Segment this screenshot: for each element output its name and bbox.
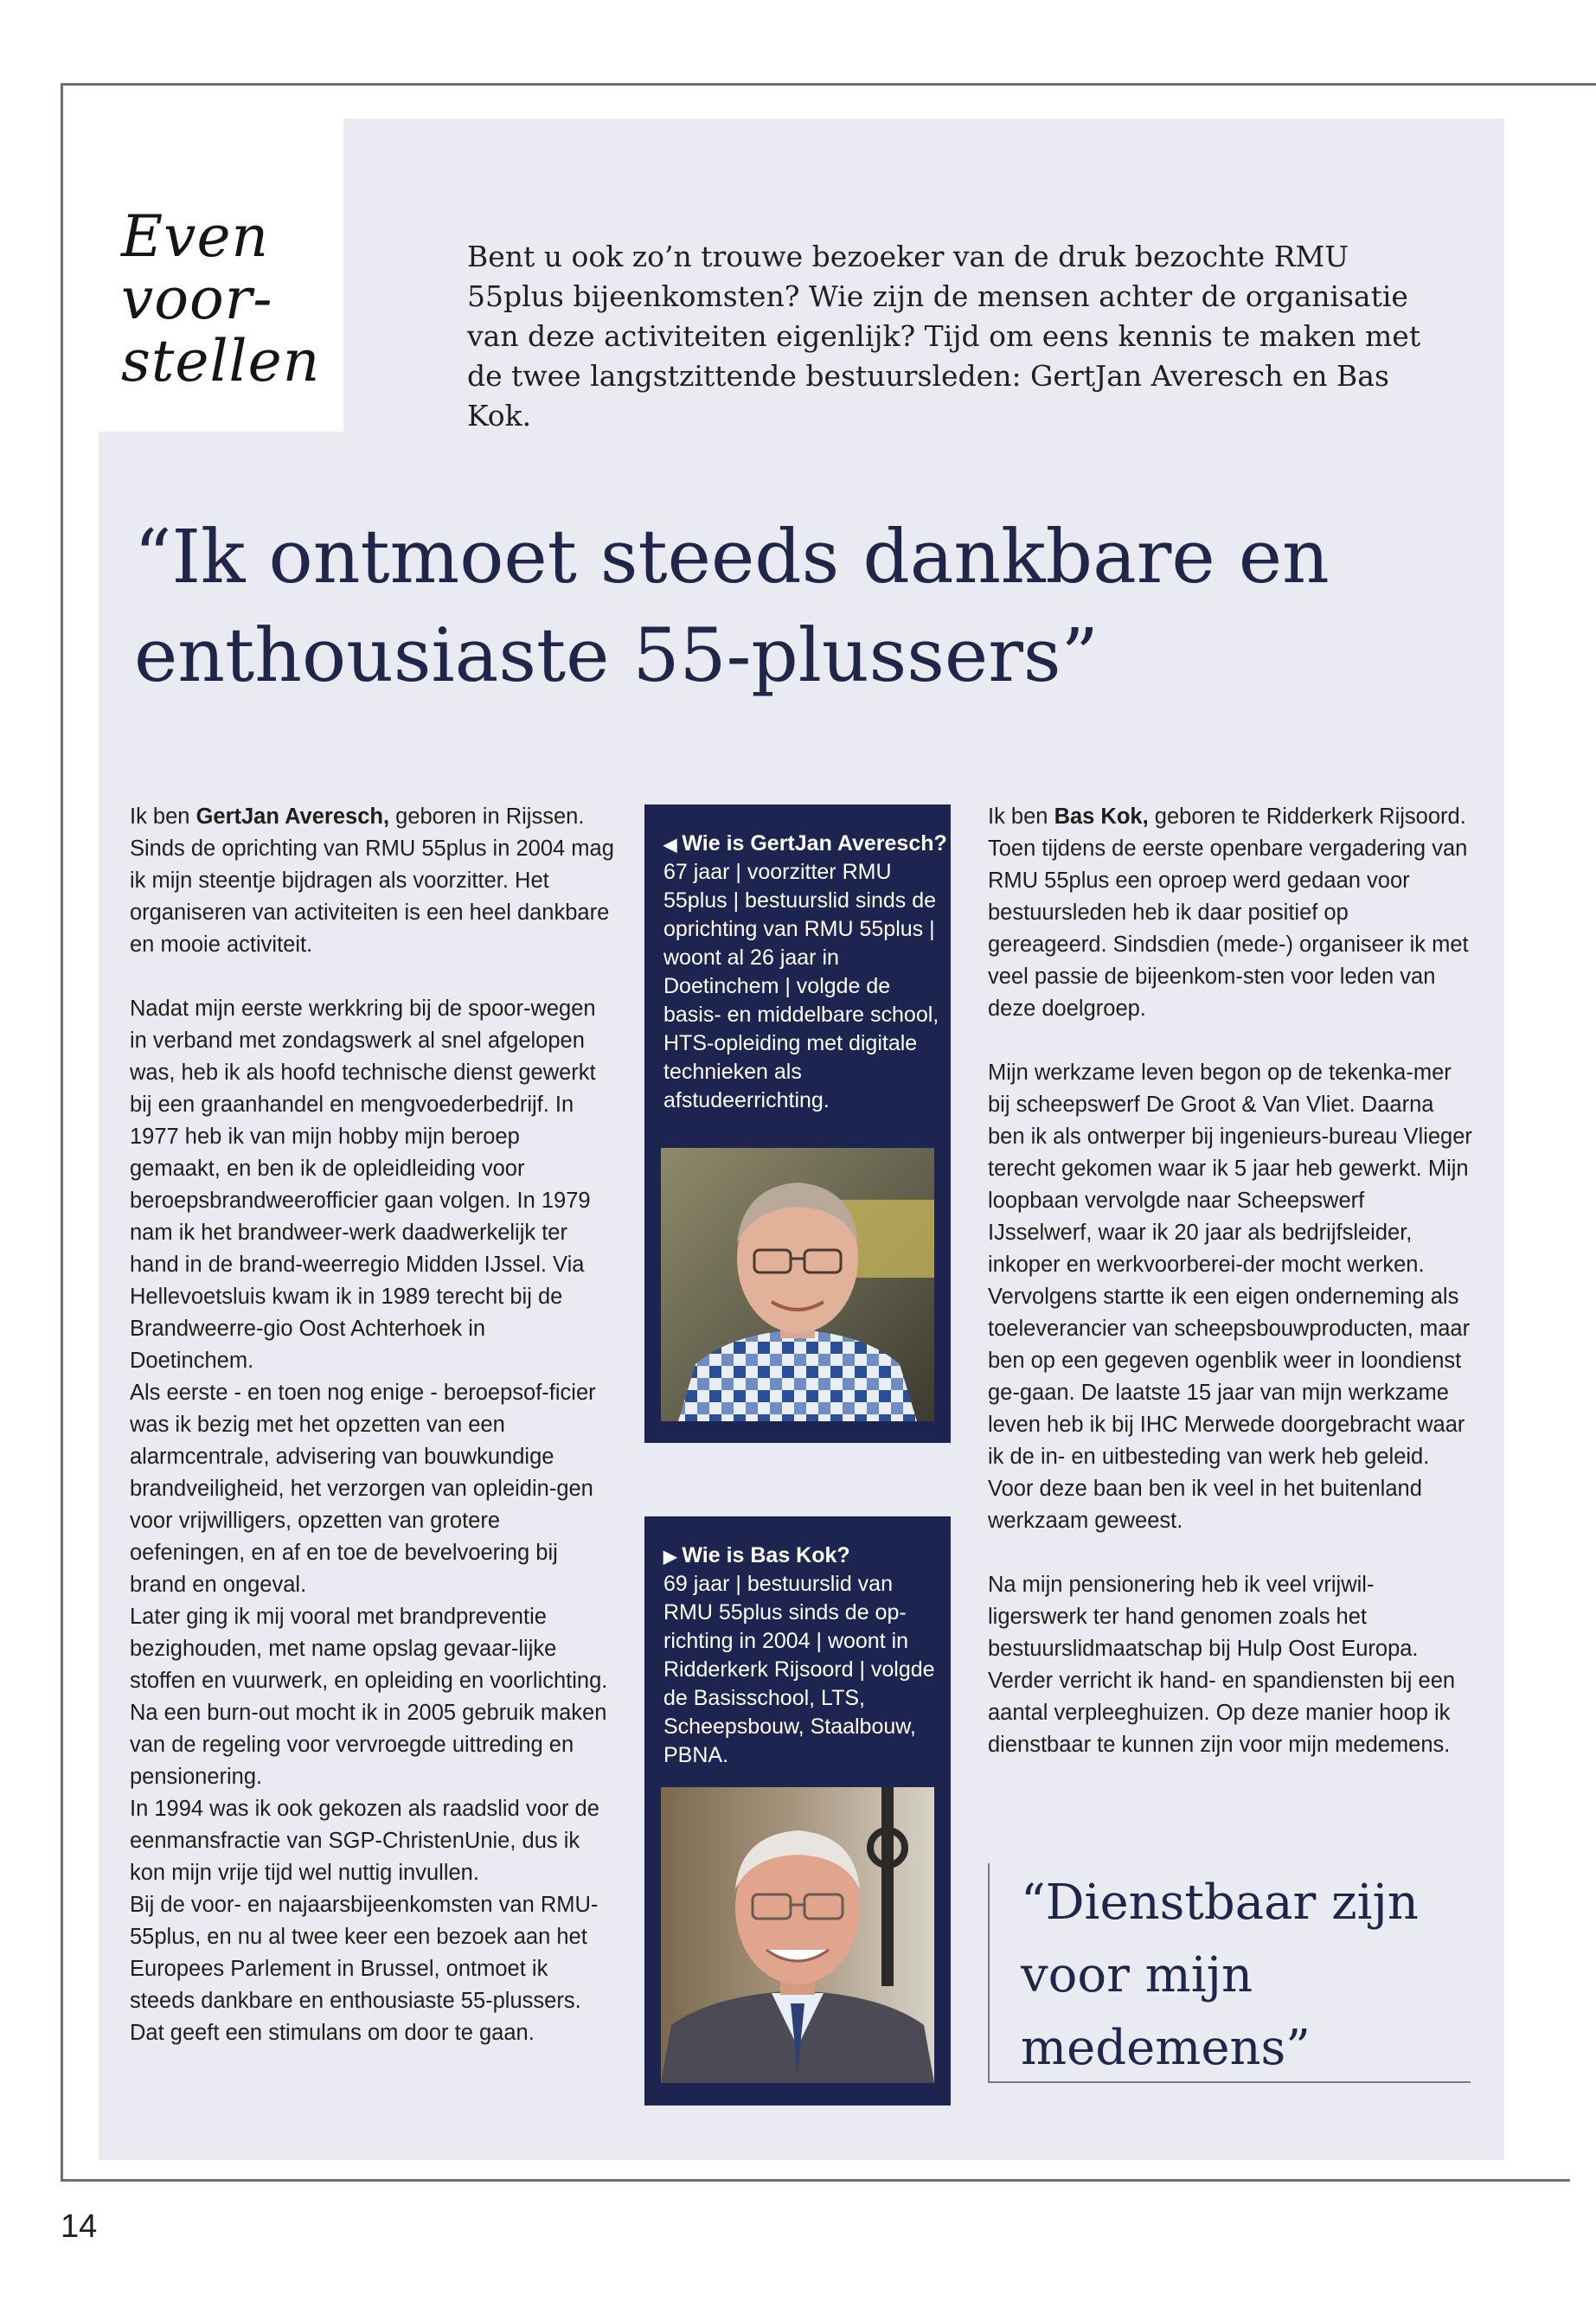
pull-quote-text: “Dienstbaar zijn voor mijn medemens” [1021, 1875, 1419, 2076]
paragraph [130, 801, 614, 961]
paragraph: Mijn werkzame leven begon op de tekenka-mer bij scheepswerf De Groot & Van Vliet. Daarna ben ik als ontwerper bij ingenieurs-bureau Vlieger terecht gekomen waar ik 5 jaar heb gewerkt. Mijn loopbaan vervolgde naar Scheepswerf IJsselwerf, waar ik 20 jaar als bedrijfsleider, inkoper en werkvoorberei-der mocht werken. Vervolgens startte ik een eigen onderneming als toeleverancier van scheepsbouwproducten, maar ben op een gegeven ogenblik weer in loondienst ge-gaan. De laatste 15 jaar van mijn werkzame leven heb ik bij IHC Merwede doorgebracht waar ik de in- en uitbesteding van werk heb geleid. Voor deze baan ben ik veel in het buitenland werkzaam geweest. [988, 1061, 1472, 1533]
paragraph: In 1994 was ik ook gekozen als raadslid voor de eenmansfractie van SGP-ChristenUnie, dus ik kon mijn vrije tijd wel nuttig invullen. [130, 1797, 599, 1885]
kicker-line: voor- [121, 266, 273, 332]
paragraph: Later ging ik mij vooral met brandpreventie bezighouden, met name opslag gevaar-lijke stoffen en vuurwerk, en opleiding en voorlichting. Na een burn-out mocht ik in 2005 gebruik maken van de regeling voor vervroegde uittreding en pensionering. [130, 1605, 608, 1789]
infobox-gertjan [644, 804, 951, 1443]
kicker-line: Even [121, 203, 270, 270]
infobox-bas [644, 1516, 951, 2106]
intro-text: Bent u ook zo’n trouwe bezoeker van de druk bezochte RMU 55plus bijeenkomsten? Wie zijn de mensen achter de organisatie van deze activiteiten eigenlijk? Tijd om eens kennis te maken met de twee langstzittende bestuursleden: GertJan Averesch en Bas Kok. [467, 240, 1421, 433]
kicker-line: stellen [121, 328, 321, 394]
person-name: Bas Kok, [1054, 804, 1149, 829]
infobox-text: 69 jaar | bestuurslid van RMU 55plus sinds de op-richting in 2004 | woont in Ridderkerk Rijsoord | volgde de Basisschool, LTS, Scheepsbouw, Staalbouw, PBNA. [663, 1572, 935, 1767]
infobox-title [663, 829, 947, 860]
person-name: GertJan Averesch, [195, 804, 390, 829]
article-headline: “Ik ontmoet steeds dankbare en enthousiaste 55-plussers” [134, 515, 1330, 699]
frame-top-rule [61, 83, 1596, 86]
infobox-title-text: Wie is Bas Kok? [682, 1543, 850, 1567]
page-number: 14 [61, 2208, 98, 2245]
infobox-title [663, 1541, 850, 1572]
arrow-right-icon: ▶ [663, 1548, 677, 1567]
right-column [988, 801, 1472, 1761]
section-kicker [121, 203, 329, 394]
paragraph-lead: Ik ben [988, 804, 1054, 829]
pull-quote [988, 1863, 1471, 2083]
infobox-title-text: Wie is GertJan Averesch? [682, 831, 947, 856]
frame-left-rule [61, 83, 63, 2181]
portrait-photo-gertjan [661, 1148, 934, 1421]
paragraph [988, 801, 1472, 1025]
infobox-text: 67 jaar | voorzitter RMU 55plus | bestuurslid sinds de oprichting van RMU 55plus | woont al 26 jaar in Doetinchem | volgde de basis- en middelbare school, HTS-opleiding met digitale technieken als afstudeerrichting. [663, 860, 939, 1112]
paragraph: Bij de voor- en najaarsbijeenkomsten van RMU-55plus, en nu al twee keer een bezoek aan het Europees Parlement in Brussel, ontmoet ik steeds dankbare en enthousiaste 55-plussers. Dat geeft een stimulans om door te gaan. [130, 1893, 599, 2045]
paragraph: Nadat mijn eerste werkkring bij de spoor-wegen in verband met zondagswerk al snel afgelopen was, heb ik als hoofd technische dienst gewerkt bij een graanhandel en mengvoederbedrijf. In 1977 heb ik van mijn hobby mijn beroep gemaakt, en ben ik de opleidleiding voor beroepsbrandweerofficier gaan volgen. In 1979 nam ik het brandweer-werk daadwerkelijk ter hand in de brand-weerregio Midden IJssel. Via Hellevoetsluis kwam ik in 1989 terecht bij de Brandweerre-gio Oost Achterhoek in Doetinchem. [130, 997, 596, 1373]
arrow-left-icon: ◀ [663, 836, 677, 855]
paragraph: Als eerste - en toen nog enige - beroepsof-ficier was ik bezig met het opzetten van een alarmcentrale, advisering van bouwkundige brandveiligheid, het verzorgen van opleidin-gen voor vrijwilligers, opzetten van grotere oefeningen, en af en toe de bevelvoering bij brand en ongeval. [130, 1381, 596, 1597]
frame-bottom-rule [61, 2179, 1570, 2182]
paragraph: Na mijn pensionering heb ik veel vrijwil-ligerswerk ter hand genomen zoals het bestuurslidmaatschap bij Hulp Oost Europa. Verder verricht ik hand- en spandiensten bij een aantal verpleeghuizen. Op deze manier hoop ik dienstbaar te kunnen zijn voor mijn medemens. [988, 1573, 1456, 1757]
paragraph-lead: Ik ben [130, 804, 196, 829]
paragraph-rest: geboren in Rijssen. Sinds de oprichting van RMU 55plus in 2004 mag ik mijn steentje bijdragen als voorzitter. Het organiseren van activiteiten is een heel dankbare en mooie activiteit. [130, 804, 614, 957]
left-column [130, 801, 614, 2049]
portrait-photo-bas [661, 1787, 934, 2083]
paragraph-rest: geboren te Ridderkerk Rijsoord. Toen tijdens de eerste openbare vergadering van RMU 55plus een oproep werd gedaan voor bestuursleden heb ik daar positief op gereageerd. Sindsdien (mede-) organiseer ik met veel passie de bijeenkom-sten voor leden van deze doelgroep. [988, 804, 1469, 1021]
